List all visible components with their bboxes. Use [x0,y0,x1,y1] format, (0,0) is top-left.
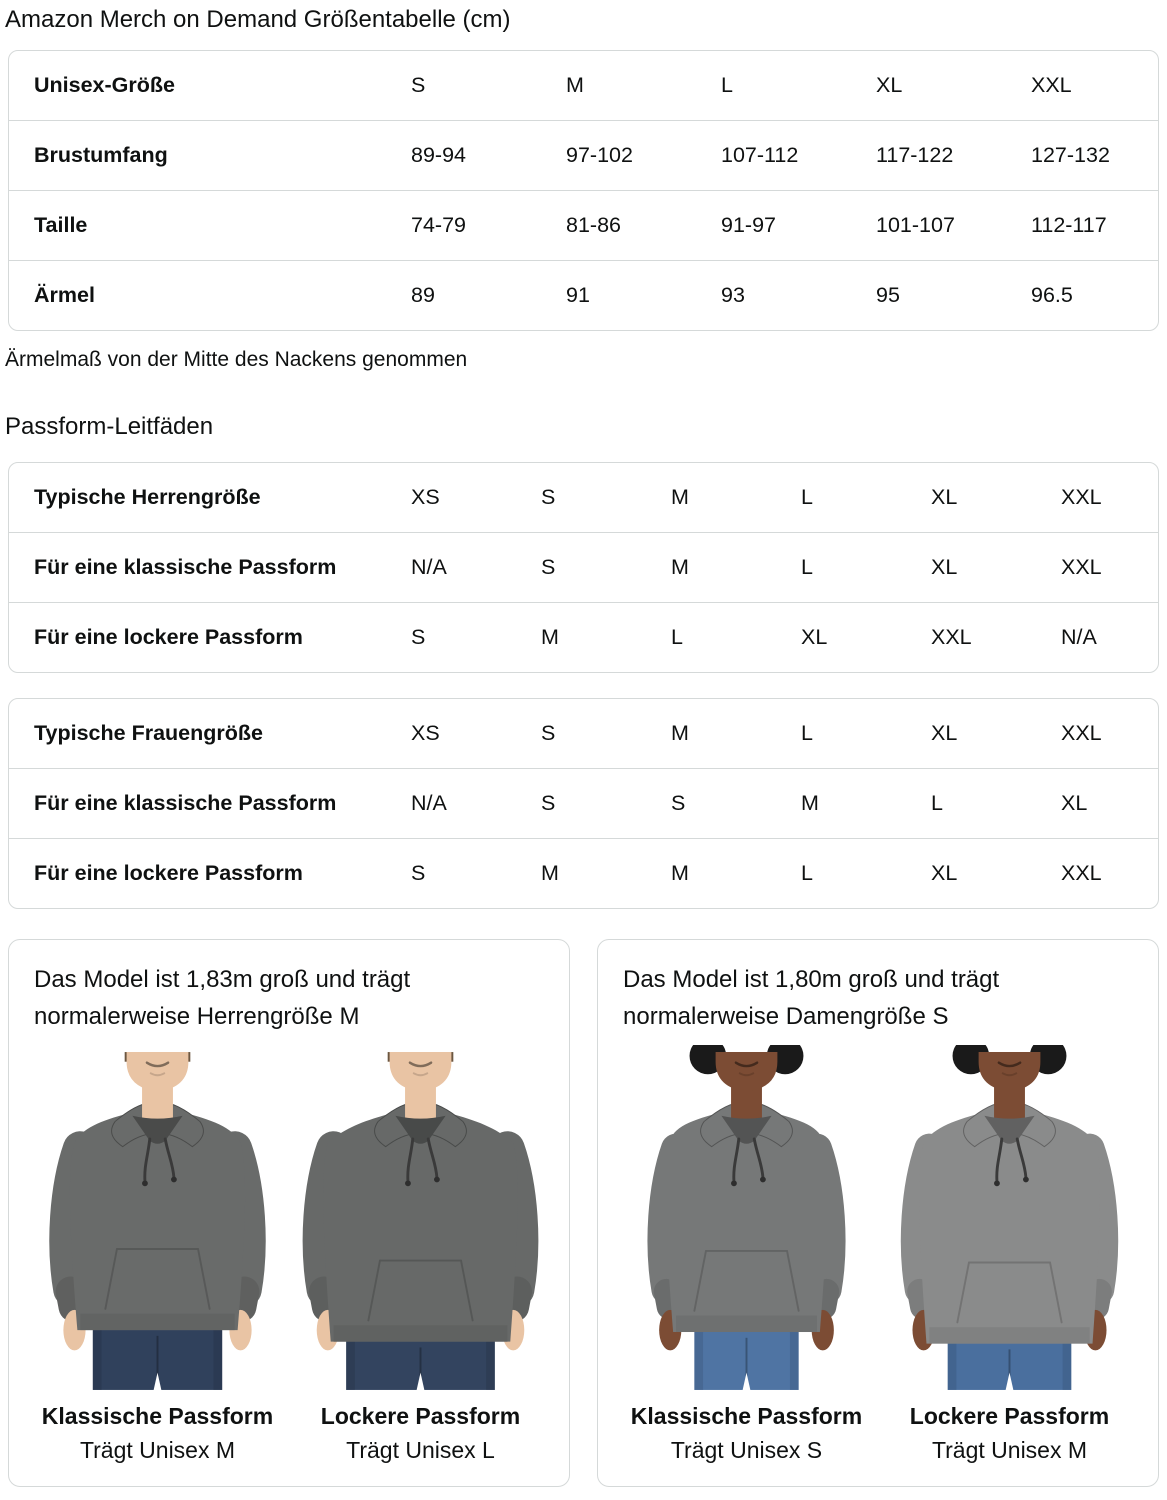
size-cell: M [566,73,584,97]
size-cell: N/A [411,791,447,815]
size-cell: 81-86 [566,213,621,237]
size-cell: 93 [721,283,745,307]
size-cell: 101-107 [876,213,955,237]
size-cell: 97-102 [566,143,633,167]
model-photo-loose-fit [295,1045,546,1397]
size-cell: S [671,791,686,815]
size-cell: L [801,861,813,885]
figure-caption [910,1397,1109,1464]
figure-caption [321,1397,520,1464]
table-row [9,261,1158,330]
row-label: Für eine klassische Passform [34,791,337,815]
model-figure-classic-fit [621,1045,872,1464]
size-cell: L [801,721,813,745]
table-row [9,699,1158,769]
row-label: Ärmel [34,283,95,307]
model-photo-classic-fit [32,1045,283,1397]
size-cell: S [541,555,556,579]
table-row [9,191,1158,261]
size-cell: S [411,625,426,649]
row-label: Unisex-Größe [34,73,175,97]
fit-guides-heading: Passform-Leitfäden [5,413,214,440]
row-label: Für eine klassische Passform [34,555,337,579]
size-cell: M [801,791,819,815]
wears-size-label: Trägt Unisex M [931,1437,1088,1463]
table-row [9,51,1158,121]
size-cell: 74-79 [411,213,466,237]
model-figures [621,1045,1135,1464]
size-cell: S [541,791,556,815]
mens-model-card [8,939,570,1487]
model-photo-loose-fit [884,1045,1135,1397]
wears-size-label: Trägt Unisex M [79,1437,236,1463]
size-cell: XXL [1061,555,1102,579]
size-cell: XXL [1061,721,1102,745]
size-cell: L [931,791,943,815]
size-cell: M [671,555,689,579]
size-cell: L [801,555,813,579]
womens-model-card [597,939,1159,1487]
model-figure-loose-fit [295,1045,546,1464]
row-label: Für eine lockere Passform [34,625,303,649]
size-cell: XXL [931,625,972,649]
model-figure-loose-fit [884,1045,1135,1464]
size-cell: S [411,73,426,97]
size-cell: XXL [1031,73,1072,97]
table-row [9,533,1158,603]
figure-caption [42,1397,273,1464]
size-cell: M [671,861,689,885]
size-cell: XL [876,73,903,97]
size-cell: 89 [411,283,435,307]
size-cell: 91 [566,283,590,307]
size-cell: XL [931,721,958,745]
row-label: Typische Herrengröße [34,485,261,509]
fit-type-label: Lockere Passform [320,1403,521,1429]
table-row [9,769,1158,839]
size-cell: S [411,861,426,885]
size-cell: 107-112 [721,143,799,167]
model-figure-classic-fit [32,1045,283,1464]
size-cell: 89-94 [411,143,466,167]
size-cell: 112-117 [1031,213,1107,237]
size-cell: M [671,721,689,745]
row-label: Taille [34,213,88,237]
table-row [9,463,1158,533]
size-cell: XL [1061,791,1088,815]
model-figures [32,1045,546,1464]
size-cell: XL [931,485,958,509]
table-row [9,839,1158,908]
wears-size-label: Trägt Unisex S [670,1437,823,1463]
sleeve-measure-note: Ärmelmaß von der Mitte des Nackens genommen [5,348,468,371]
womens-fit-table [8,698,1159,909]
size-cell: XS [411,721,440,745]
size-cell: XL [931,861,958,885]
fit-type-label: Klassische Passform [41,1403,274,1429]
size-table [8,50,1159,331]
model-cards [8,939,1159,1487]
model-description: Das Model ist 1,83m groß und trägt normalerweise Herrengröße M [34,966,411,1030]
row-label: Typische Frauengröße [34,721,263,745]
size-cell: L [671,625,683,649]
size-cell: 127-132 [1031,143,1110,167]
size-cell: 95 [876,283,900,307]
table-row [9,603,1158,672]
row-label: Für eine lockere Passform [34,861,303,885]
row-label: Brustumfang [34,143,168,167]
size-cell: L [801,485,813,509]
model-description: Das Model ist 1,80m groß und trägt normalerweise Damengröße S [623,966,1000,1030]
page-title: Amazon Merch on Demand Größentabelle (cm) [5,6,511,33]
wears-size-label: Trägt Unisex L [346,1437,495,1463]
table-row [9,121,1158,191]
size-cell: S [541,485,556,509]
size-cell: 117-122 [876,143,954,167]
fit-type-label: Klassische Passform [630,1403,863,1429]
model-photo-classic-fit [621,1045,872,1397]
size-cell: N/A [411,555,447,579]
size-cell: M [671,485,689,509]
size-cell: XL [931,555,958,579]
size-cell: XS [411,485,440,509]
mens-fit-table [8,462,1159,673]
size-cell: L [721,73,733,97]
size-cell: N/A [1061,625,1097,649]
size-cell: 96.5 [1031,283,1073,307]
fit-type-label: Lockere Passform [909,1403,1110,1429]
size-cell: XXL [1061,861,1102,885]
size-cell: M [541,861,559,885]
size-cell: XL [801,625,828,649]
size-cell: M [541,625,559,649]
size-cell: 91-97 [721,213,776,237]
size-cell: S [541,721,556,745]
size-cell: XXL [1061,485,1102,509]
figure-caption [631,1397,862,1464]
